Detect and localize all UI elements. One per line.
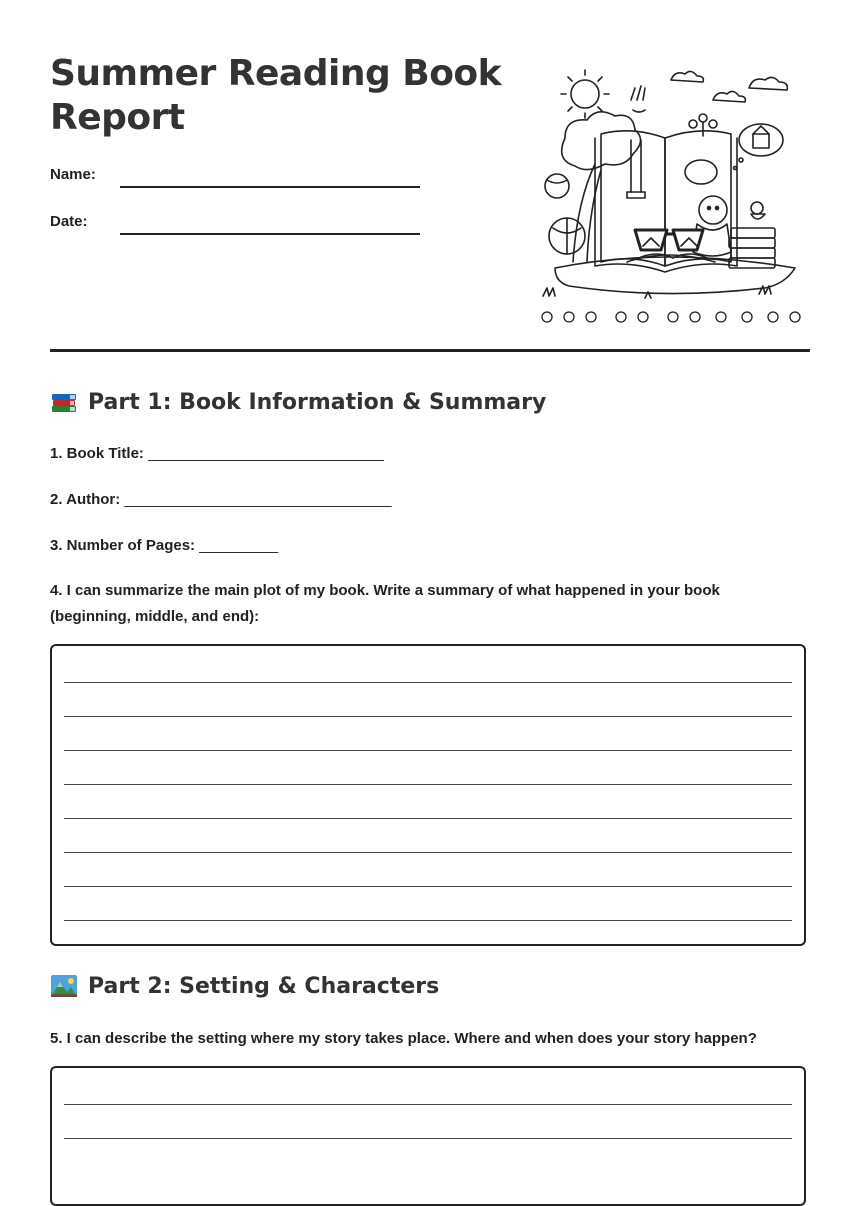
writing-line	[64, 886, 792, 887]
question-author: 2. Author: __________________________________	[50, 491, 392, 508]
writing-line	[64, 750, 792, 751]
writing-line	[64, 1138, 792, 1139]
date-field[interactable]	[120, 233, 420, 235]
writing-line	[64, 784, 792, 785]
landscape-icon	[50, 972, 78, 1000]
writing-line	[64, 818, 792, 819]
child-reading-book-under-tree-icon	[535, 62, 810, 330]
author-field[interactable]: __________________________________	[124, 491, 392, 508]
name-label: Name:	[50, 166, 96, 183]
writing-line	[64, 716, 792, 717]
question-pages: 3. Number of Pages: __________	[50, 537, 278, 554]
header-divider	[50, 349, 810, 352]
setting-answer-box[interactable]	[50, 1066, 806, 1206]
question-book-title: 1. Book Title: ______________________________	[50, 445, 384, 462]
writing-line	[64, 682, 792, 683]
writing-line	[64, 920, 792, 921]
writing-line	[64, 1104, 792, 1105]
page-title: Summer Reading Book Report	[50, 53, 502, 138]
section-title-text: Part 1: Book Information & Summary	[88, 389, 547, 415]
name-field[interactable]	[120, 186, 420, 188]
section-title-part1	[50, 388, 546, 416]
pages-field[interactable]: __________	[199, 537, 278, 554]
question-setting: 5. I can describe the setting where my story takes place. Where and when does your story happen?	[50, 1030, 757, 1047]
summary-answer-box[interactable]	[50, 644, 806, 946]
book-title-field[interactable]: ______________________________	[148, 445, 384, 462]
section-title-text: Part 2: Setting & Characters	[88, 973, 440, 999]
books-icon	[50, 388, 78, 416]
question-summary: 4. I can summarize the main plot of my book. Write a summary of what happened in your book (beginning, middle, and end):	[50, 582, 720, 625]
date-label: Date:	[50, 213, 88, 230]
writing-line	[64, 852, 792, 853]
section-title-part2	[50, 972, 439, 1000]
